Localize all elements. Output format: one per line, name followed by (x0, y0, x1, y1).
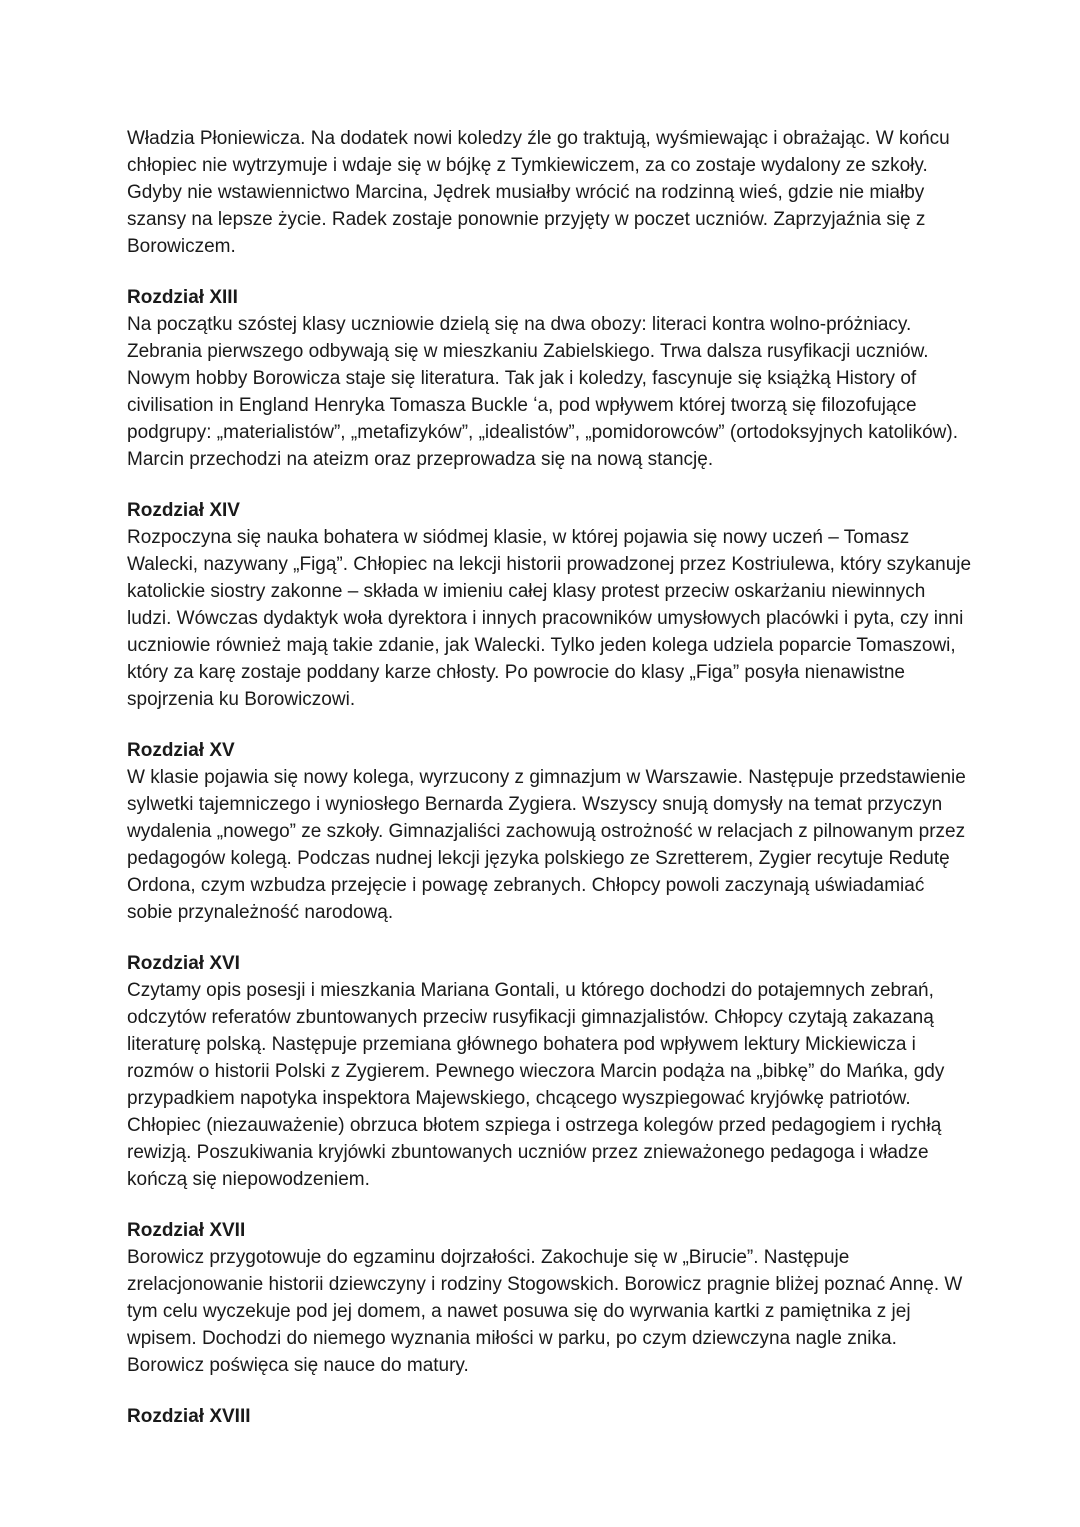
chapter-body-text: W klasie pojawia się nowy kolega, wyrzucony z gimnazjum w Warszawie. Następuje przedstawienie sylwetki tajemniczego i wyniosłego Bernarda Zygiera. Wszyscy snują domysły na temat przyczyn wydalenia „nowego” ze szkoły. Gimnazjaliści zachowują ostrożność w relacjach z pilnowanym przez pedagogów kolegą. Podczas nudnej lekcji języka polskiego ze Szretterem, Zygier recytuje Redutę Ordona, czym wzbudza przejęcie i powagę zebranych. Chłopcy powoli zaczynają uświadamiać sobie przynależność narodową. (127, 767, 966, 923)
chapter-heading: Rozdział XVI (127, 953, 240, 974)
chapter-section (127, 284, 972, 473)
chapter-section (127, 125, 972, 260)
chapter-heading: Rozdział XIV (127, 500, 240, 521)
chapter-body-text: Borowicz przygotowuje do egzaminu dojrzałości. Zakochuje się w „Birucie”. Następuje zrelacjonowanie historii dziewczyny i rodziny Stogowskich. Borowicz pragnie bliżej poznać Annę. W tym celu wyczekuje pod jej domem, a nawet posuwa się do wyrwania kartki z pamiętnika z jej wpisem. Dochodzi do niemego wyznania miłości w parku, po czym dziewczyna nagle znika. Borowicz poświęca się nauce do matury. (127, 1247, 963, 1376)
chapter-section (127, 1403, 972, 1430)
chapter-body-text: Władzia Płoniewicza. Na dodatek nowi koledzy źle go traktują, wyśmiewając i obrażając. W końcu chłopiec nie wytrzymuje i wdaje się w bójkę z Tymkiewiczem, za co zostaje wydalony ze szkoły. Gdyby nie wstawiennictwo Marcina, Jędrek musiałby wrócić na rodzinną wieś, gdzie nie miałby szansy na lepsze życie. Radek zostaje ponownie przyjęty w poczet uczniów. Zaprzyjaźnia się z Borowiczem. (127, 128, 950, 257)
chapter-body-text: Na początku szóstej klasy uczniowie dzielą się na dwa obozy: literaci kontra wolno-próżniacy. Zebrania pierwszego odbywają się w mieszkaniu Zabielskiego. Trwa dalsza rusyfikacji uczniów. Nowym hobby Borowicza staje się literatura. Tak jak i koledzy, fascynuje się książką History of civilisation in England Henryka Tomasza Buckle ʻa, pod wpływem której tworzą się filozofujące podgrupy: „materialistów”, „metafizyków”, „idealistów”, „pomidorowców” (ortodoksyjnych katolików). Marcin przechodzi na ateizm oraz przeprowadza się na nową stancję. (127, 314, 958, 470)
chapter-heading: Rozdział XIII (127, 287, 238, 308)
chapter-heading: Rozdział XVII (127, 1220, 246, 1241)
chapter-section (127, 950, 972, 1193)
chapter-heading: Rozdział XV (127, 740, 235, 761)
chapter-section (127, 737, 972, 926)
chapter-section (127, 497, 972, 713)
document-content (127, 125, 972, 1430)
chapter-body-text: Rozpoczyna się nauka bohatera w siódmej klasie, w której pojawia się nowy uczeń – Tomasz Walecki, nazywany „Figą”. Chłopiec na lekcji historii prowadzonej przez Kostriulewa, który szykanuje katolickie siostry zakonne – składa w imieniu całej klasy protest przeciw oskarżaniu niewinnych ludzi. Wówczas dydaktyk woła dyrektora i innych pracowników umysłowych placówki i pyta, czy inni uczniowie również mają takie zdanie, jak Walecki. Tylko jeden kolega udziela poparcie Tomaszowi, który za karę zostaje poddany karze chłosty. Po powrocie do klasy „Figa” posyła nienawistne spojrzenia ku Borowiczowi. (127, 527, 972, 710)
chapter-heading: Rozdział XVIII (127, 1406, 251, 1427)
chapter-section (127, 1217, 972, 1379)
chapter-body-text: Czytamy opis posesji i mieszkania Mariana Gontali, u którego dochodzi do potajemnych zebrań, odczytów referatów zbuntowanych przeciw rusyfikacji gimnazjalistów. Chłopcy czytają zakazaną literaturę polską. Następuje przemiana głównego bohatera pod wpływem lektury Mickiewicza i rozmów o historii Polski z Zygierem. Pewnego wieczora Marcin podąża na „bibkę” do Mańka, gdy przypadkiem napotyka inspektora Majewskiego, chcącego wyszpiegować kryjówkę patriotów. Chłopiec (niezauważenie) obrzuca błotem szpiega i ostrzega kolegów przed pedagogiem i rychłą rewizją. Poszukiwania kryjówki zbuntowanych uczniów przez znieważonego pedagoga i władze kończą się niepowodzeniem. (127, 980, 945, 1190)
